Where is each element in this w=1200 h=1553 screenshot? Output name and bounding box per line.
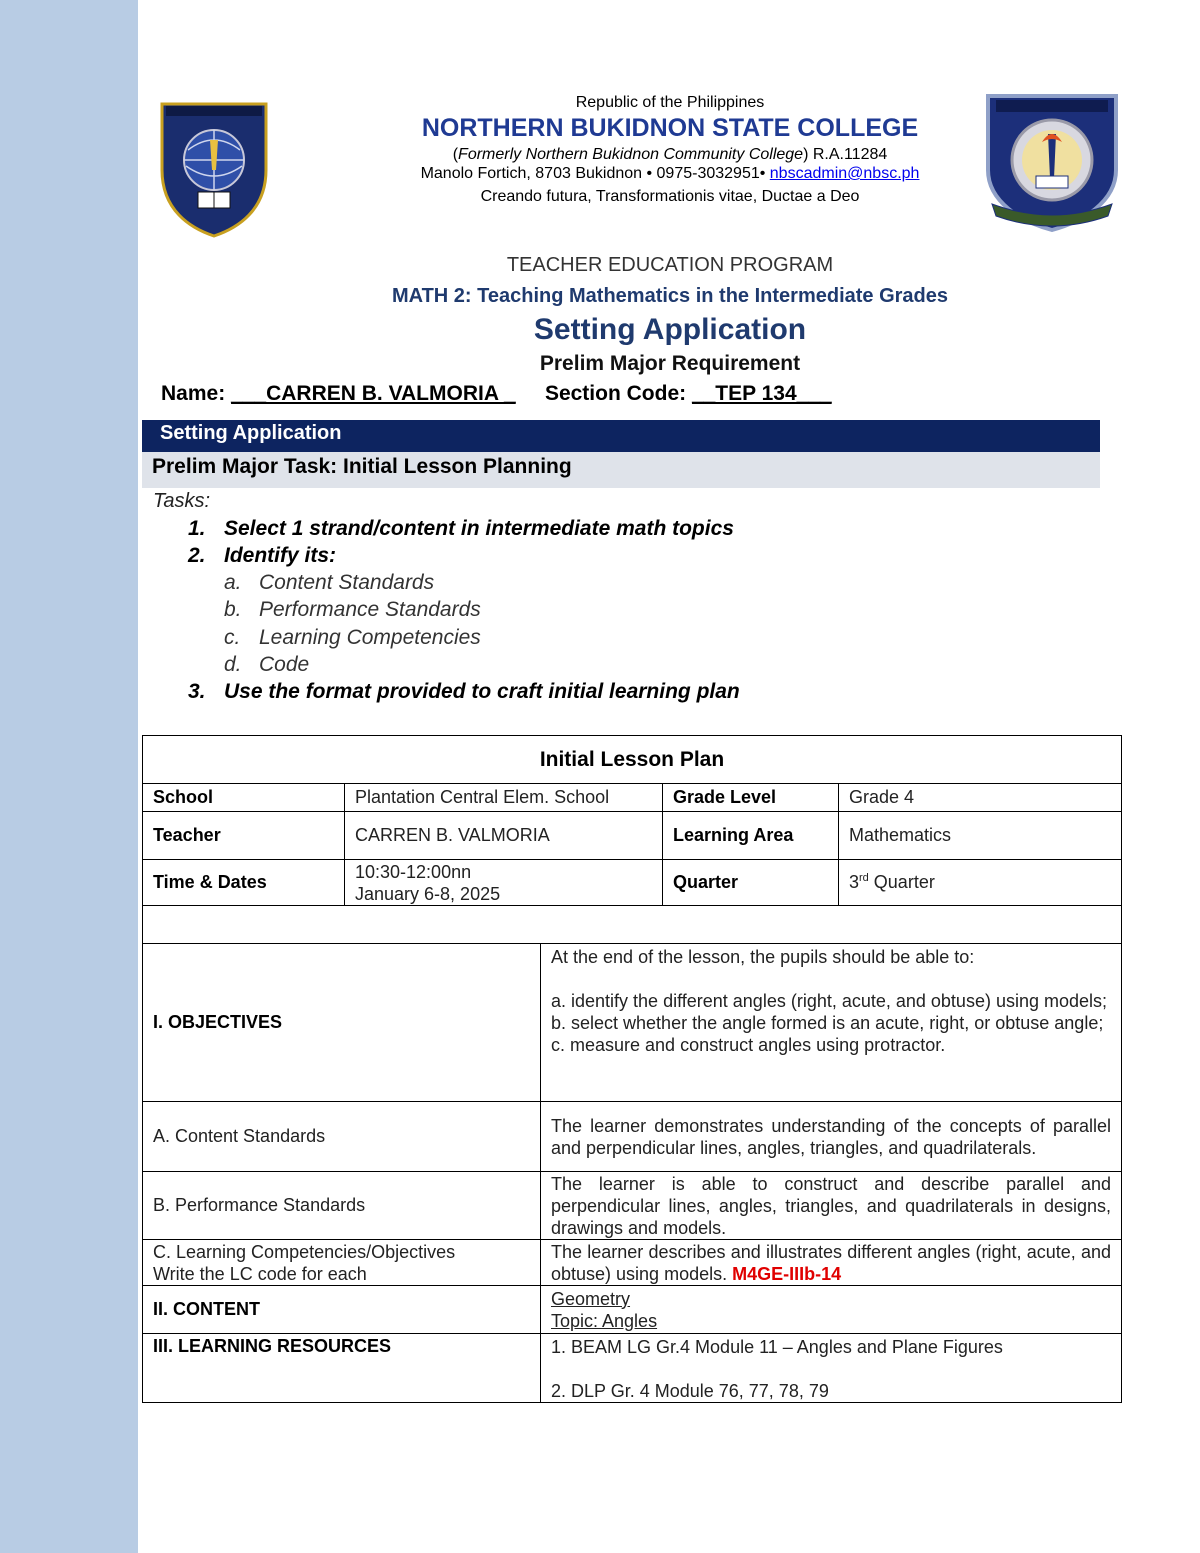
task-item: 3. Use the format provided to craft initial learning plan (188, 680, 740, 703)
learning-area-value: Mathematics (839, 812, 1122, 860)
college-name: NORTHERN BUKIDNON STATE COLLEGE (421, 114, 919, 142)
time-dates-label: Time & Dates (143, 860, 345, 906)
requirement-subtitle: Prelim Major Requirement (539, 352, 801, 375)
student-info-line: Name: ___CARREN B. VALMORIA _ Section Code: __TEP 134___ (161, 382, 832, 405)
learning-competencies-label: C. Learning Competencies/Objectives Write the LC code for each (143, 1240, 541, 1286)
learning-competencies-text: The learner describes and illustrates different angles (right, acute, and obtuse) using models. M4GE-IIIb-14 (541, 1240, 1122, 1286)
objectives-content: At the end of the lesson, the pupils should be able to: a. identify the different angles (right, acute, and obtuse) using models; b. select whether the angle formed is an acute, right, or obtuse angle; c. measure and construct angles using protractor. (541, 944, 1122, 1102)
formerly-line: (Formerly Northern Bukidnon Community College) R.A.11284 (452, 146, 888, 163)
lesson-plan-body-table (142, 943, 1122, 1403)
quarter-value: 3rd Quarter (839, 860, 1122, 906)
objectives-label: I. OBJECTIVES (143, 944, 541, 1102)
lesson-plan-title: Initial Lesson Plan (143, 736, 1122, 784)
page-title: Setting Application (533, 313, 807, 346)
motto-line: Creando futura, Transformationis vitae, Ductae a Deo (480, 188, 860, 205)
content-standards-text: The learner demonstrates understanding of the concepts of parallel and perpendicular lines, angles, triangles, and quadrilaterals. (541, 1102, 1122, 1172)
learning-area-label: Learning Area (663, 812, 839, 860)
lesson-plan-header-table (142, 735, 1122, 944)
task-sub-item: d. Code (224, 653, 310, 676)
time-dates-value: 10:30-12:00nn January 6-8, 2025 (345, 860, 663, 906)
school-value: Plantation Central Elem. School (345, 784, 663, 812)
learning-resources-label: III. LEARNING RESOURCES (143, 1334, 541, 1403)
student-name: ___CARREN B. VALMORIA _ (231, 382, 516, 405)
teacher-label: Teacher (143, 812, 345, 860)
quarter-label: Quarter (663, 860, 839, 906)
task-item: 1. Select 1 strand/content in intermediate math topics (188, 517, 734, 540)
formerly-name: Formerly Northern Bukidnon Community College (458, 146, 804, 163)
section-code: __TEP 134___ (691, 382, 832, 405)
address-line: Manolo Fortich, 8703 Bukidnon • 0975-3032951• nbscadmin@nbsc.ph (420, 165, 920, 182)
content-value: Geometry Topic: Angles (541, 1286, 1122, 1334)
section-band-light: Prelim Major Task: Initial Lesson Planning (142, 452, 1100, 488)
task-sub-item: c. Learning Competencies (224, 626, 481, 649)
sidebar-stripe (0, 0, 138, 1553)
grade-level-value: Grade 4 (839, 784, 1122, 812)
task-sub-item: a. Content Standards (224, 571, 435, 594)
program-title: TEACHER EDUCATION PROGRAM (506, 254, 834, 276)
course-title: MATH 2: Teaching Mathematics in the Intermediate Grades (391, 285, 949, 307)
teacher-value: CARREN B. VALMORIA (345, 812, 663, 860)
content-label: II. CONTENT (143, 1286, 541, 1334)
email-link[interactable]: nbscadmin@nbsc.ph (769, 165, 920, 182)
content-standards-label: A. Content Standards (143, 1102, 541, 1172)
tasks-label: Tasks: (153, 490, 211, 512)
grade-level-label: Grade Level (663, 784, 839, 812)
task-sub-item: b. Performance Standards (224, 598, 481, 621)
school-label: School (143, 784, 345, 812)
spacer-row (143, 906, 1122, 944)
task-item: 2. Identify its: (188, 544, 337, 567)
performance-standards-text: The learner is able to construct and describe parallel and perpendicular lines, angles, triangles, and quadrilaterals in designs, drawings and models. (541, 1172, 1122, 1240)
learning-resources-list: 1. BEAM LG Gr.4 Module 11 – Angles and Plane Figures 2. DLP Gr. 4 Module 76, 77, 78, 79 (541, 1334, 1122, 1403)
performance-standards-label: B. Performance Standards (143, 1172, 541, 1240)
republic-line: Republic of the Philippines (575, 94, 765, 111)
section-band-dark: Setting Application (142, 420, 1100, 452)
lc-code: M4GE-IIIb-14 (732, 1263, 842, 1284)
